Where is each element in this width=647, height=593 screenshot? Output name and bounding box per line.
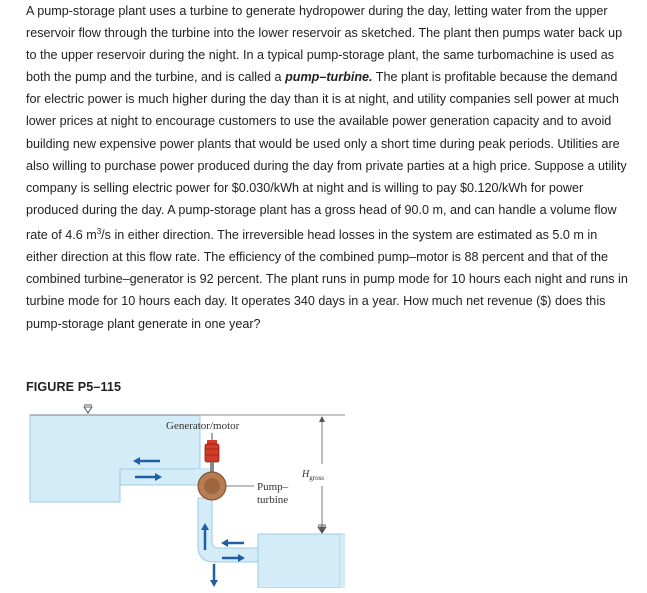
lower-reservoir-edge [340, 534, 345, 588]
generator-cap [207, 440, 217, 444]
pump-storage-diagram [0, 402, 647, 588]
pump-turbine-runner [204, 478, 220, 494]
cubic-superscript: 3 [96, 226, 102, 236]
generator-motor-label: Generator/motor [166, 420, 240, 432]
lower-reservoir [258, 534, 340, 588]
pump-label-line1: Pump– [257, 481, 289, 493]
head-label: $H_{gross}$ [302, 469, 325, 482]
problem-text-part1: A pump-storage plant uses a turbine to generate hydropower during the day, letting water from the upper reservoir flow through the turbine into the lower reservoir as sketched. The plant then pumps water back up to the upper reservoir during the night. In a typical pump-storage plant, the same turbomachine is used as both the pump and the turbine, and is called a [26, 4, 623, 85]
pump-turbine-term: pump–turbine. [285, 70, 373, 85]
pump-label-line2: turbine [257, 494, 289, 506]
figure-label: FIGURE P5–115 [26, 380, 122, 394]
flow-arrow-down-icon [210, 564, 218, 587]
problem-text-part3: /s in either direction. The irreversible head losses in the system are estimated as 5.0 m in either direction at this flow rate. The efficiency of the combined pump–motor is 88 percent and that of the combined turbine–generator is 92 percent. The plant runs in pump mode for 10 hours each night and runs in turbine mode for 10 hours each day. It operates 340 days in a year. How much net revenue ($) does this pump-storage plant generate in one year? [26, 228, 628, 331]
figure-p5-115 [0, 402, 647, 588]
problem-text-part2: The plant is profitable because the demand for electric power is much higher during the day than it is at night, and utility companies sell power at much lower prices at night to encourage customers to use the available power generation capacity and to avoid building new expensive power plants that would be used only a short time during peak periods. Utilities are also willing to purchase power produced during the day from private parties at a high price. Suppose a utility company is selling electric power for $0.030/kWh at night and is willing to pay $0.120/kWh for power produced during the day. A pump-storage plant has a gross head of 90.0 m, and can handle a volume flow rate of 4.6 m [26, 70, 627, 243]
upper-level-marker-icon [84, 407, 92, 413]
head-arrow-top-icon [319, 416, 325, 422]
flow-arrow-lower-left-icon [221, 539, 244, 547]
generator-body [205, 444, 219, 462]
problem-statement [26, 0, 628, 335]
